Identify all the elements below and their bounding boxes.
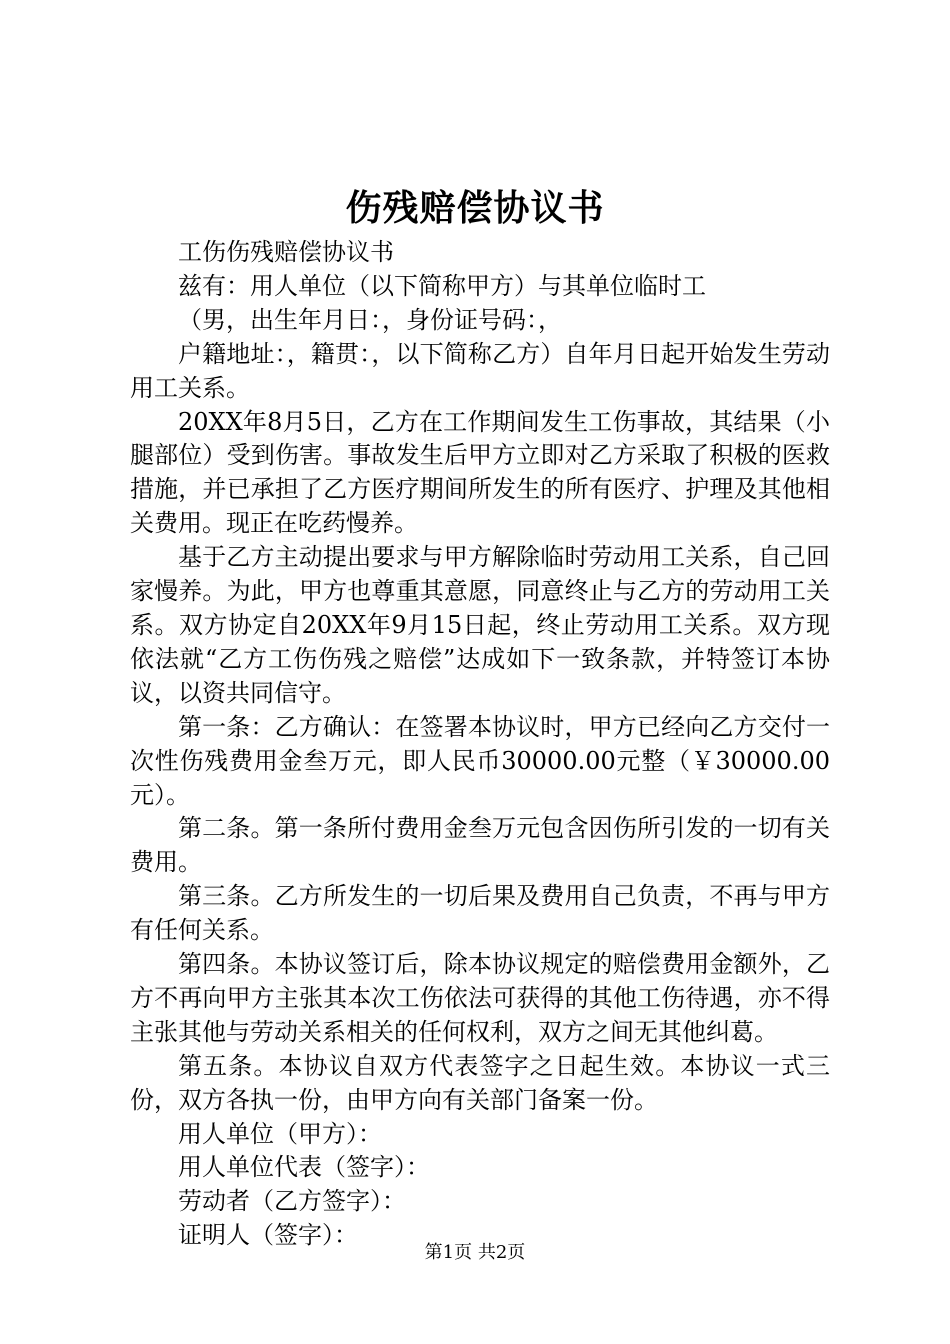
clause-2: 第二条。第一条所付费用金叁万元包含因伤所引发的一切有关费用。 xyxy=(130,814,830,877)
signature-worker: 劳动者（乙方签字）： xyxy=(178,1187,406,1216)
document-body xyxy=(130,236,830,1253)
signature-employer: 用人单位（甲方）： xyxy=(178,1119,382,1148)
paragraph-subtitle: 工伤伤残赔偿协议书 xyxy=(178,238,394,266)
clause-3: 第三条。乙方所发生的一切后果及费用自己负责，不再与甲方有任何关系。 xyxy=(130,882,830,945)
signature-witness: 证明人（签字）： xyxy=(178,1221,358,1250)
paragraph-termination: 基于乙方主动提出要求与甲方解除临时劳动用工关系，自己回家慢养。为此，甲方也尊重其意愿，同意终止与乙方的劳动用工关系。双方协定自20XX年9月15日起，终止劳动用工关系。双方现依法就“乙方工伤伤残之赔偿”达成如下一致条款，并特签订本协议，以资共同信守。 xyxy=(130,543,830,707)
paragraph-parties: 兹有：用人单位（以下简称甲方）与其单位临时工 xyxy=(178,271,706,300)
paragraph-address: 户籍地址：，籍贯：，以下简称乙方）自年月日起开始发生劳动用工关系。 xyxy=(130,339,830,402)
signature-employer-rep: 用人单位代表（签字）： xyxy=(178,1153,430,1182)
clause-4: 第四条。本协议签订后，除本协议规定的赔偿费用金额外，乙方不再向甲方主张其本次工伤依法可获得的其他工伤待遇，亦不得主张其他与劳动关系相关的任何权利，双方之间无其他纠葛。 xyxy=(130,950,830,1046)
clause-5: 第五条。本协议自双方代表签字之日起生效。本协议一式三份，双方各执一份，由甲方向有关部门备案一份。 xyxy=(130,1051,830,1114)
page-footer: 第1页 共2页 xyxy=(424,1242,526,1263)
clause-1: 第一条：乙方确认：在签署本协议时，甲方已经向乙方交付一次性伤残费用金叁万元，即人民币30000.00元整（￥30000.00元）。 xyxy=(130,712,830,809)
document-title: 伤残赔偿协议书 xyxy=(345,187,605,229)
paragraph-incident: 20XX年8月5日，乙方在工作期间发生工伤事故，其结果（小腿部位）受到伤害。事故发生后甲方立即对乙方采取了积极的医救措施，并已承担了乙方医疗期间所发生的所有医疗、护理及其他相关费用。现正在吃药慢养。 xyxy=(130,407,830,538)
paragraph-personal-info: （男，出生年月日：，身份证号码：， xyxy=(178,305,562,334)
